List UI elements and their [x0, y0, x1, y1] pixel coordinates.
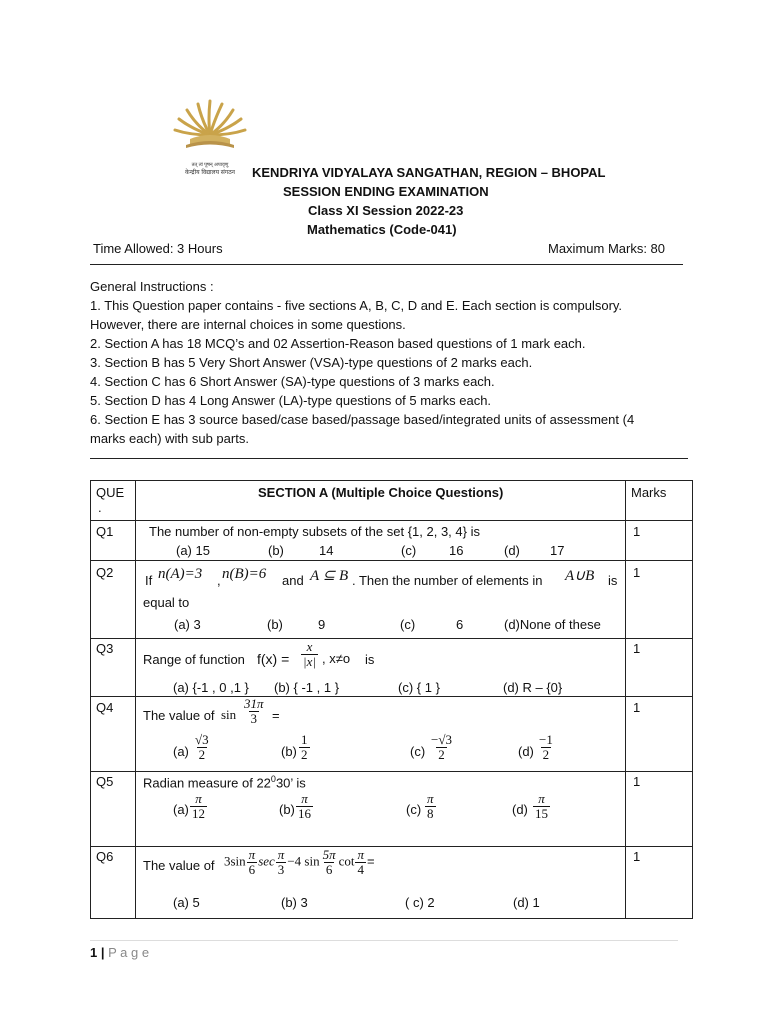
q5-option-c-value — [424, 792, 437, 821]
q3-text: Range of function — [143, 652, 245, 667]
row-divider-q5 — [90, 846, 693, 847]
q5-c-num: π — [427, 791, 434, 806]
q1-option-c: (c) — [401, 543, 417, 558]
q1-option-c-value: 16 — [449, 543, 464, 558]
time-allowed: Time Allowed: 3 Hours — [93, 241, 223, 256]
page-number: 1 — [90, 945, 98, 960]
q4-label: Q4 — [96, 700, 114, 715]
q4-option-c-value — [428, 733, 455, 762]
q5-label: Q5 — [96, 774, 114, 789]
instruction-2: 2. Section A has 18 MCQ’s and 02 Assertion-Reason based questions of 1 mark each. — [90, 336, 586, 351]
q6-part4: cot — [338, 853, 355, 869]
instruction-5: 5. Section D has 4 Long Answer (LA)-type questions of 5 marks each. — [90, 393, 492, 408]
page-footer — [90, 945, 149, 960]
q5-d-num: π — [538, 791, 545, 806]
q3-label: Q3 — [96, 641, 114, 656]
q1-option-b: (b) — [268, 543, 284, 558]
table-border-right — [692, 480, 693, 919]
table-border-left — [90, 480, 91, 919]
q6-option-d: (d) 1 — [513, 895, 540, 910]
kvs-logo — [168, 95, 252, 177]
q2-option-b-value: 9 — [318, 617, 326, 632]
q2-union: A∪B — [565, 568, 595, 584]
q4-option-d: (d) — [518, 744, 534, 759]
q4-option-b-value — [298, 733, 311, 762]
q6-f1-num: π — [248, 847, 256, 862]
q6-f2-den: 3 — [277, 862, 285, 877]
q4-a-num: √3 — [195, 732, 209, 747]
q4-d-den: 2 — [542, 747, 550, 762]
q2-option-c: (c) — [400, 617, 416, 632]
q4-c-den: 2 — [438, 747, 445, 762]
table-border-top — [90, 480, 693, 481]
page-separator: | — [100, 945, 105, 960]
q3-fx: f(x) = — [257, 651, 290, 667]
q4-equals: = — [272, 708, 280, 723]
q3-marks: 1 — [633, 641, 641, 656]
q4-b-num: 1 — [301, 732, 308, 747]
q5-option-d: (d) — [512, 802, 528, 817]
q5-d-den: 15 — [535, 806, 548, 821]
class-session: Class XI Session 2022-23 — [308, 203, 464, 218]
q2-nA: n(A)=3 — [158, 566, 203, 582]
subject-title: Mathematics (Code-041) — [307, 222, 457, 237]
q3-numerator: x — [306, 639, 313, 654]
logo-org-name: केन्द्रीय विद्यालय संगठन — [184, 170, 236, 176]
q4-sin: sin — [221, 707, 237, 722]
q4-option-b: (b) — [281, 744, 297, 759]
q1-option-d-value: 17 — [550, 543, 565, 558]
row-divider-q2 — [90, 638, 693, 639]
q3-option-c: (c) { 1 } — [398, 680, 440, 695]
q4-b-den: 2 — [301, 747, 308, 762]
row-divider-q3 — [90, 696, 693, 697]
header-divider — [90, 264, 683, 265]
q5-b-den: 16 — [298, 806, 311, 821]
q4-fraction — [241, 697, 267, 726]
q2-subset: A ⊆ B — [310, 568, 349, 584]
q5-b-num: π — [301, 791, 308, 806]
q5-a-den: 12 — [192, 806, 205, 821]
q4-option-d-value — [536, 733, 556, 762]
q5-degree-sup: 0 — [270, 774, 276, 784]
col-header-que: QUE — [96, 485, 125, 500]
q5-text-rest: 30’ is — [275, 775, 306, 791]
q2-then: . Then the number of elements in — [352, 573, 543, 588]
q5-c-den: 8 — [427, 806, 434, 821]
q3-is: is — [365, 652, 375, 667]
q5-option-a: (a) — [173, 802, 189, 817]
q4-denominator: 3 — [250, 711, 257, 726]
instruction-6b: marks each) with sub parts. — [90, 431, 249, 446]
org-title: KENDRIYA VIDYALAYA SANGATHAN, REGION – BHOPAL — [252, 165, 606, 180]
q4-option-c: (c) — [410, 744, 426, 759]
q4-d-num: −1 — [539, 732, 553, 747]
q6-text: The value of — [143, 858, 215, 873]
q5-option-a-value — [189, 792, 208, 821]
q6-part2: sec — [258, 853, 275, 869]
q2-marks: 1 — [633, 565, 641, 580]
q6-f4-den: 4 — [357, 862, 364, 877]
q6-option-b: (b) 3 — [281, 895, 308, 910]
page-word: P a g e — [108, 945, 150, 960]
q5-text — [143, 774, 306, 790]
maximum-marks: Maximum Marks: 80 — [548, 241, 666, 256]
instruction-3: 3. Section B has 5 Very Short Answer (VSA)-type questions of 2 marks each. — [90, 355, 533, 370]
q1-option-a: (a) 15 — [176, 543, 210, 558]
row-divider-header — [90, 520, 693, 521]
q4-a-den: 2 — [198, 747, 206, 762]
q6-label: Q6 — [96, 849, 114, 864]
q5-option-b: (b) — [279, 802, 295, 817]
q5-option-b-value — [295, 792, 314, 821]
q6-marks: 1 — [633, 849, 641, 864]
table-border-bottom — [90, 918, 693, 919]
q5-option-c: (c) — [406, 802, 422, 817]
q5-marks: 1 — [633, 774, 641, 789]
instruction-1: 1. This Question paper contains - five sections A, B, C, D and E. Each section is compulsory. — [90, 298, 623, 313]
q1-label: Q1 — [96, 524, 114, 539]
q2-line2: equal to — [143, 595, 190, 610]
sun-emblem-icon — [168, 95, 252, 155]
instruction-4: 4. Section C has 6 Short Answer (SA)-type questions of 3 marks each. — [90, 374, 495, 389]
exam-title: SESSION ENDING EXAMINATION — [283, 184, 489, 199]
q6-expression — [224, 848, 375, 877]
q6-f2-num: π — [277, 847, 285, 862]
instructions-divider — [90, 458, 688, 459]
q4-text: The value of — [143, 708, 215, 723]
q2-option-a: (a) 3 — [174, 617, 201, 632]
q2-if: If — [145, 573, 153, 588]
q3-condition: , x≠o — [322, 651, 351, 666]
q4-option-a-value — [192, 733, 212, 762]
q5-text-main: Radian measure of 22 — [143, 775, 271, 791]
q2-option-d: (d)None of these — [504, 617, 601, 632]
q2-nB: n(B)=6 — [222, 566, 267, 582]
col-header-section: SECTION A (Multiple Choice Questions) — [258, 485, 504, 500]
q4-c-num: −√3 — [431, 732, 452, 747]
q2-comma: , — [217, 573, 221, 588]
instruction-1b: However, there are internal choices in some questions. — [90, 317, 406, 332]
q4-marks: 1 — [633, 700, 641, 715]
row-divider-q4 — [90, 771, 693, 772]
row-divider-q1 — [90, 560, 693, 561]
q1-marks: 1 — [633, 524, 641, 539]
footer-divider — [90, 940, 678, 941]
q2-option-b: (b) — [267, 617, 283, 632]
col-divider-2 — [625, 480, 626, 919]
instruction-6: 6. Section E has 3 source based/case based/passage based/integrated units of assessment (4 — [90, 412, 635, 427]
instructions-title: General Instructions : — [90, 279, 214, 294]
q3-option-d: (d) R – {0} — [503, 680, 563, 695]
q6-option-c: ( c) 2 — [405, 895, 435, 910]
q3-fraction — [300, 640, 319, 669]
q6-option-a: (a) 5 — [173, 895, 200, 910]
q5-a-num: π — [195, 791, 202, 806]
col-header-marks: Marks — [631, 485, 667, 500]
q6-f4-num: π — [357, 847, 364, 862]
q6-f1-den: 6 — [248, 862, 256, 877]
q6-f3-num: 5π — [322, 847, 336, 862]
q1-option-d: (d) — [504, 543, 520, 558]
col-divider-1 — [135, 480, 136, 919]
q2-and: and — [282, 573, 304, 588]
q6-part1: 3sin — [224, 853, 246, 869]
q1-option-b-value: 14 — [319, 543, 334, 558]
q6-equals: = — [367, 853, 375, 869]
q3-option-b: (b) { -1 , 1 } — [274, 680, 340, 695]
logo-motto: तत् त्वं पूषन् अपावृणु — [191, 162, 229, 168]
q2-label: Q2 — [96, 565, 114, 580]
q4-option-a: (a) — [173, 744, 189, 759]
q1-text: The number of non-empty subsets of the set {1, 2, 3, 4} is — [149, 524, 480, 539]
q2-option-c-value: 6 — [456, 617, 464, 632]
q3-denominator: |x| — [303, 654, 316, 669]
q2-is: is — [608, 573, 618, 588]
q5-option-d-value — [532, 792, 551, 821]
q6-part3: −4 sin — [287, 853, 320, 869]
col-header-que-dot: . — [98, 500, 102, 515]
q6-f3-den: 6 — [325, 862, 333, 877]
q4-numerator: 31π — [244, 696, 264, 711]
q3-option-a: (a) {-1 , 0 ,1 } — [173, 680, 249, 695]
